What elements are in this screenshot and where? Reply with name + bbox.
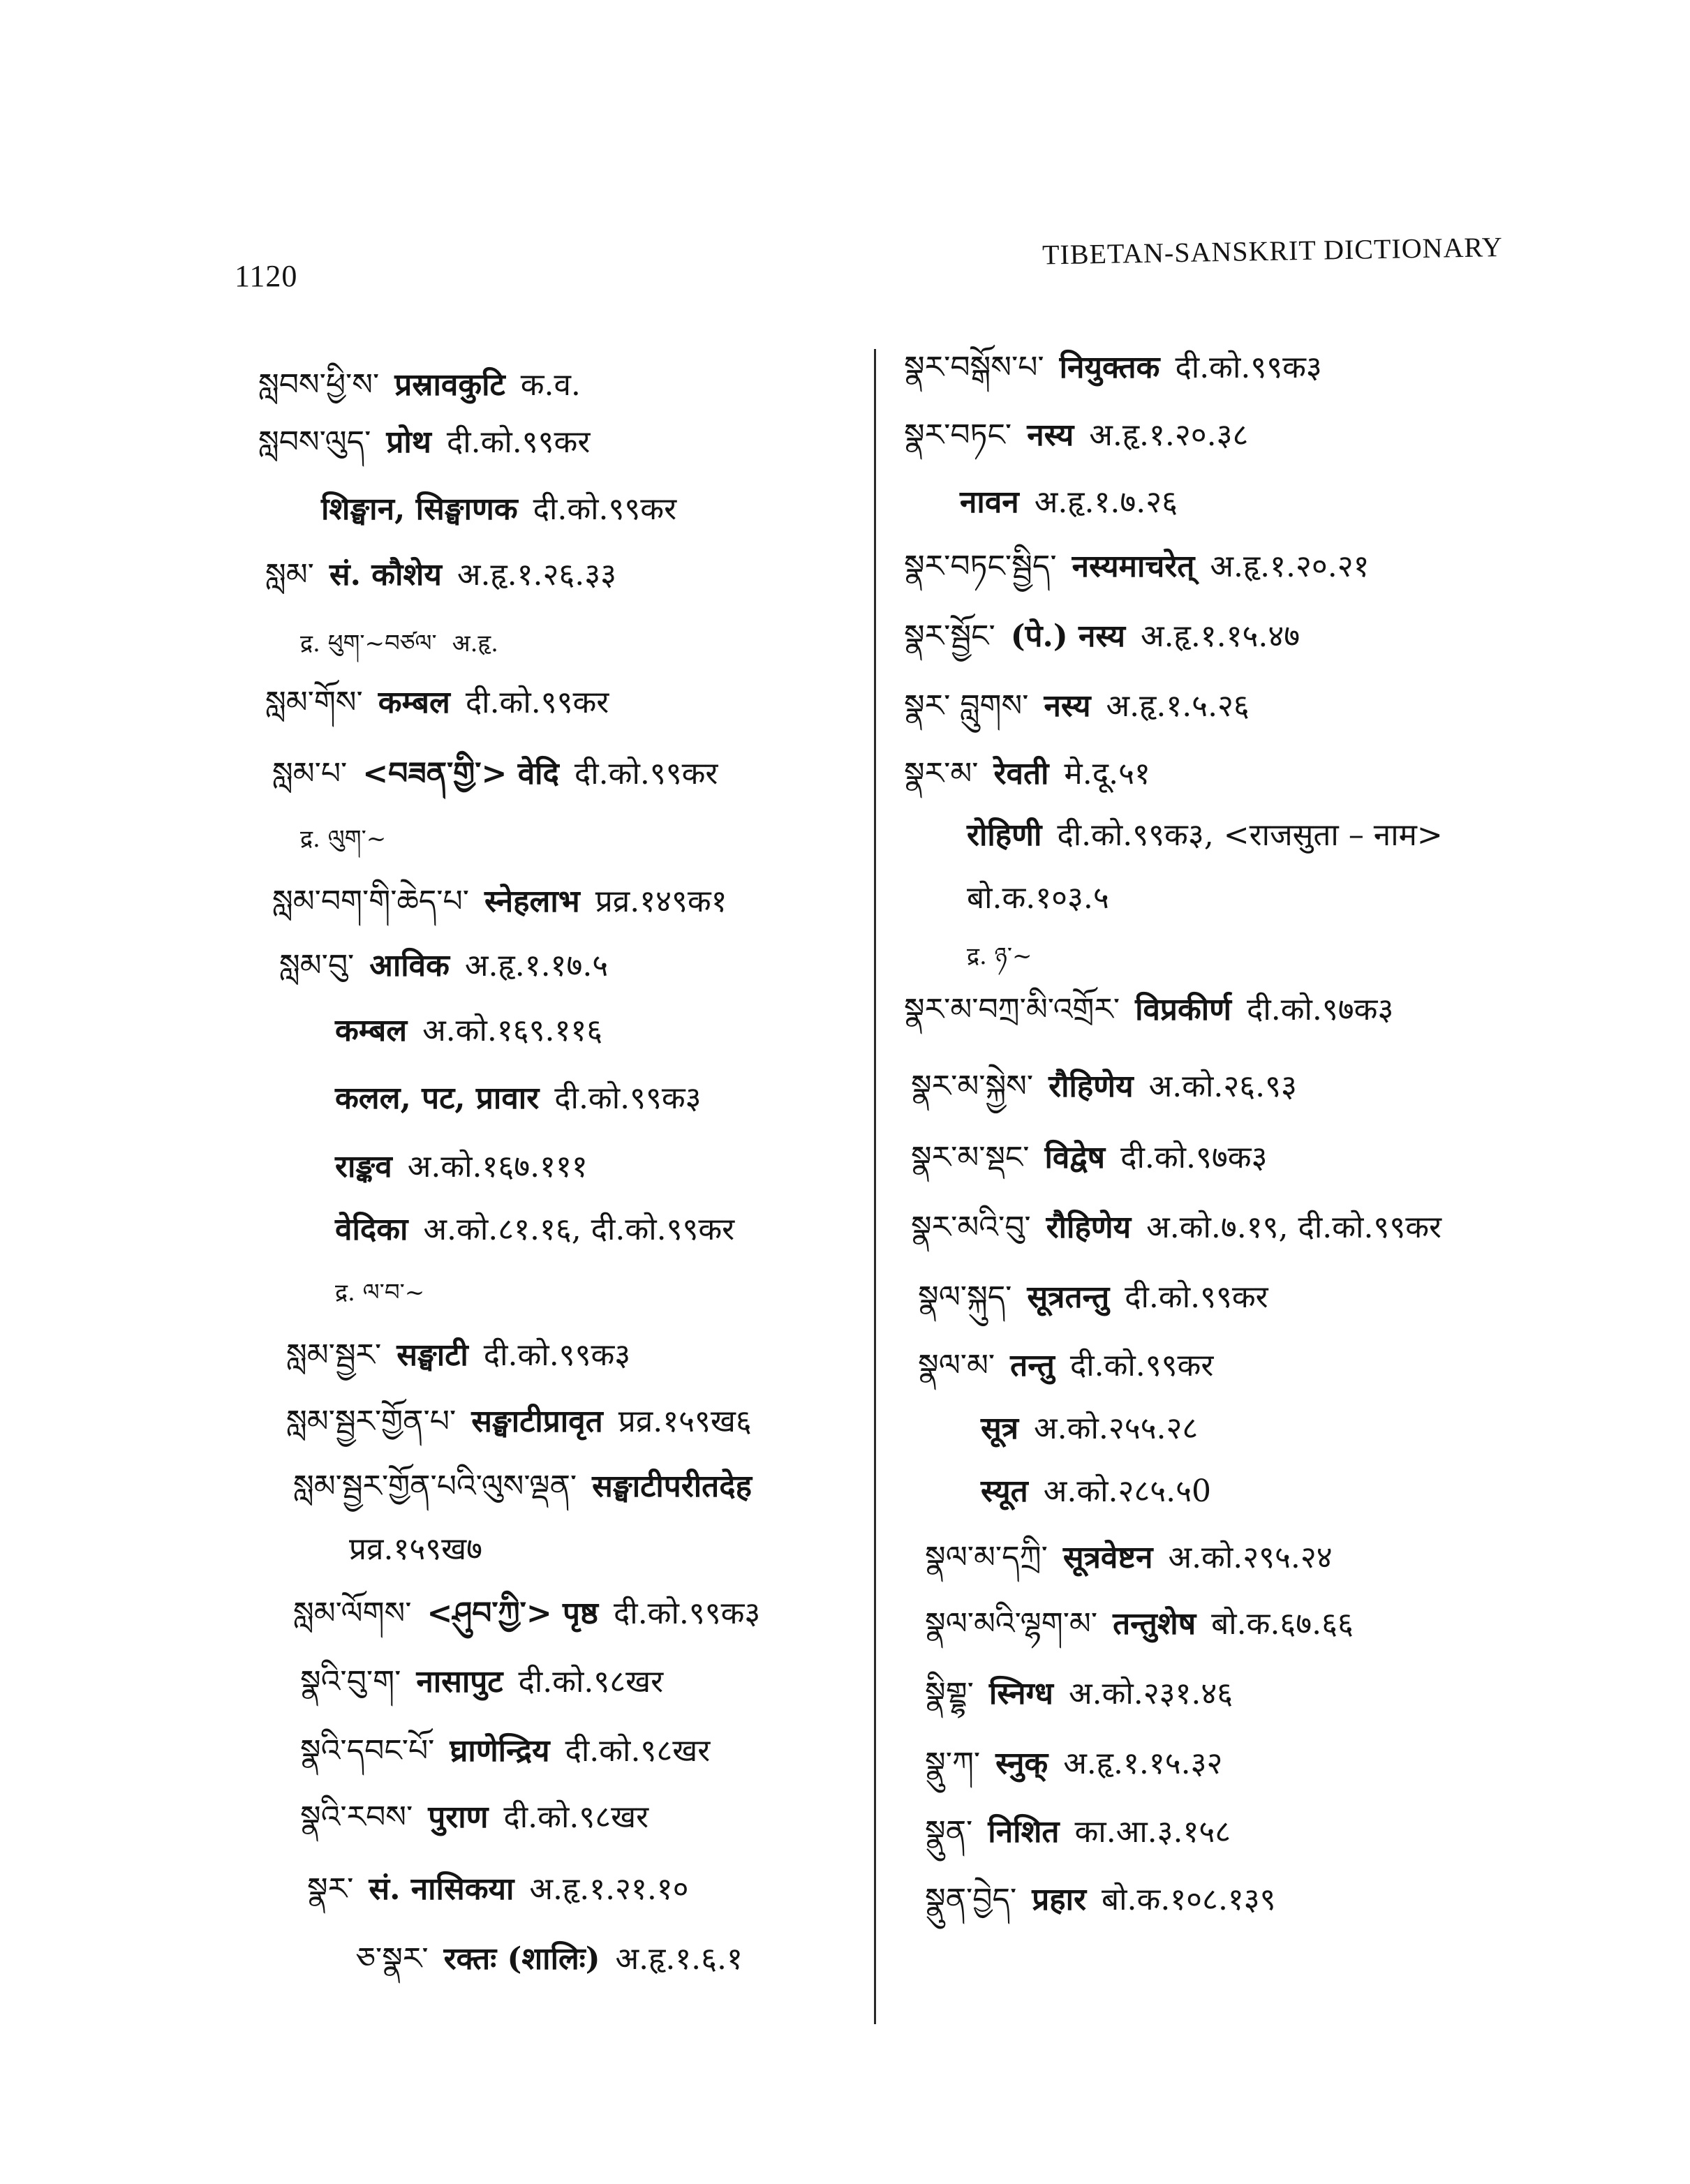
tibetan-headword: སླམ་སྦྱར་གྱོན་པ་ bbox=[286, 1404, 457, 1439]
dictionary-line bbox=[960, 484, 1193, 520]
tibetan-headword: སྣར་མ་བཀྲ་མི་འགྲོར་ bbox=[904, 992, 1120, 1027]
dictionary-line bbox=[300, 630, 514, 658]
source-reference: का.आ.३.१५८ bbox=[1074, 1814, 1231, 1850]
sanskrit-equivalent: द्र. ཕུག་~བཙལ་ bbox=[300, 630, 437, 658]
sanskrit-equivalent: सं. नासिकया bbox=[369, 1871, 514, 1907]
tibetan-headword: སྣུན་ bbox=[925, 1814, 973, 1850]
source-reference: अ.हृ.१.२०.३८ bbox=[1089, 417, 1249, 453]
tibetan-headword: སྣའི་བུ་ག་ bbox=[300, 1664, 401, 1700]
source-reference: दी.को.९९कर bbox=[574, 756, 718, 792]
tibetan-headword: སྣར་བཏང་ bbox=[904, 417, 1012, 453]
sanskrit-equivalent: सङ्घाटी bbox=[396, 1337, 468, 1373]
dictionary-line bbox=[300, 1799, 664, 1835]
sanskrit-equivalent: कलल, पट, प्रावार bbox=[335, 1080, 540, 1116]
dictionary-line bbox=[904, 756, 1166, 792]
tibetan-headword: སླམ་སྦྱར་ bbox=[286, 1337, 382, 1373]
sanskrit-equivalent: रक्तः (शालिः) bbox=[443, 1941, 600, 1977]
sanskrit-equivalent: नस्य bbox=[1027, 417, 1074, 453]
source-reference: दी.को.९८खर bbox=[503, 1799, 649, 1835]
source-reference: अ.हृ.१.२१.१० bbox=[529, 1871, 689, 1907]
dictionary-line bbox=[335, 1149, 603, 1184]
source-reference: दी.को.९९कर bbox=[446, 424, 591, 460]
source-reference: अ.को.२८५.५0 bbox=[1043, 1473, 1211, 1509]
page-number: 1120 bbox=[235, 259, 298, 293]
sanskrit-equivalent: द्र. ཉ་~ bbox=[967, 942, 1032, 970]
source-reference: बो.क.६७.६६ bbox=[1211, 1606, 1354, 1642]
dictionary-line bbox=[300, 1664, 679, 1700]
tibetan-headword: སླམ་བུ་ bbox=[279, 948, 355, 983]
dictionary-line bbox=[911, 1212, 1457, 1243]
source-reference: अ.हृ.१.२०.२१ bbox=[1210, 549, 1370, 584]
sanskrit-equivalent: नस्य bbox=[1044, 688, 1091, 724]
dictionary-line bbox=[918, 1279, 1284, 1315]
tibetan-headword: སྣལ་མ་ bbox=[918, 1348, 995, 1383]
sanskrit-equivalent: प्रोथ bbox=[386, 424, 431, 460]
source-reference: अ.हृ.१.५.२६ bbox=[1106, 688, 1250, 724]
sanskrit-equivalent: कम्बल bbox=[335, 1013, 408, 1048]
dictionary-line bbox=[286, 1337, 646, 1373]
dictionary-line bbox=[925, 1676, 1248, 1711]
sanskrit-equivalent: नियुक्तक bbox=[1059, 350, 1160, 385]
sanskrit-equivalent: सूत्रवेष्टन bbox=[1062, 1540, 1153, 1575]
tibetan-headword: སྣའི་རབས་ bbox=[300, 1799, 413, 1835]
dictionary-line bbox=[272, 756, 733, 792]
dictionary-line bbox=[258, 424, 605, 460]
dictionary-line bbox=[904, 618, 1315, 654]
sanskrit-equivalent: सूत्रतन्तु bbox=[1027, 1279, 1110, 1315]
tibetan-headword: སླམ་པ་ bbox=[272, 756, 348, 792]
sanskrit-equivalent: <ཤུབ་ཀྱི་> पृष्ठ bbox=[427, 1596, 598, 1631]
dictionary-line bbox=[286, 1406, 767, 1437]
sanskrit-equivalent: तन्तु bbox=[1010, 1348, 1055, 1383]
tibetan-headword: སླམ་ལོགས་ bbox=[293, 1596, 412, 1631]
sanskrit-equivalent: (पे.) नस्य bbox=[1010, 618, 1126, 654]
source-reference: अ.को.२५५.२८ bbox=[1034, 1411, 1199, 1446]
sanskrit-equivalent: <བཟན་གྱི་> वेदि bbox=[362, 756, 559, 792]
source-reference: अ.को.८१.१६, दी.को.९९कर bbox=[423, 1212, 735, 1247]
dictionary-line bbox=[300, 1733, 725, 1769]
sanskrit-equivalent: शिङ्घान, सिङ्घाणक bbox=[321, 491, 518, 527]
sanskrit-equivalent: नासापुट bbox=[416, 1664, 503, 1700]
sanskrit-equivalent: रौहिणेय bbox=[1048, 1069, 1134, 1104]
source-reference: दी.को.९८खर bbox=[518, 1664, 664, 1700]
dictionary-line bbox=[904, 551, 1385, 582]
tibetan-headword: སླམ་ bbox=[265, 557, 314, 593]
source-reference: अ.हृ.१.६.१ bbox=[615, 1941, 743, 1977]
tibetan-headword: སླམ་གོས་ bbox=[265, 685, 363, 720]
sanskrit-equivalent: कम्बल bbox=[378, 685, 450, 720]
dictionary-line bbox=[335, 1080, 717, 1116]
dictionary-line bbox=[911, 1140, 1282, 1175]
dictionary-line bbox=[265, 557, 632, 593]
dictionary-line bbox=[925, 1606, 1369, 1642]
sanskrit-equivalent: रौहिणेय bbox=[1046, 1210, 1132, 1245]
dictionary-line bbox=[356, 1941, 758, 1977]
tibetan-headword: སྣར་ bbox=[307, 1871, 354, 1907]
source-reference: अ.हृ.१.१७.५ bbox=[464, 948, 609, 983]
source-reference: दी.को.९८खर bbox=[565, 1733, 711, 1769]
sanskrit-equivalent: स्यूत bbox=[981, 1473, 1028, 1509]
source-reference: अ.को.२९५.२४ bbox=[1168, 1540, 1333, 1575]
sanskrit-equivalent: रेवती bbox=[993, 756, 1049, 792]
source-reference: अ.को.२६.९३ bbox=[1148, 1069, 1297, 1104]
source-reference: दी.को.९९कर bbox=[465, 685, 609, 720]
dictionary-line bbox=[904, 417, 1263, 453]
tibetan-headword: སྣའི་དབང་པོ་ bbox=[300, 1733, 435, 1769]
sanskrit-equivalent: घ्राणेन्द्रिय bbox=[450, 1733, 550, 1769]
source-reference: बो.क.१०३.५ bbox=[967, 880, 1109, 916]
sanskrit-equivalent: तन्तुशेष bbox=[1113, 1606, 1196, 1642]
dictionary-line bbox=[307, 1871, 704, 1907]
dictionary-line bbox=[911, 1071, 1312, 1102]
sanskrit-equivalent: सूत्र bbox=[981, 1411, 1019, 1446]
sanskrit-equivalent: आविक bbox=[369, 948, 450, 983]
tibetan-headword: སླབས་ལུད་ bbox=[258, 424, 371, 460]
tibetan-headword: སྣུ་ཀ་ bbox=[925, 1746, 981, 1781]
source-reference: दी.को.९७क३ bbox=[1120, 1140, 1268, 1175]
dictionary-line bbox=[925, 1540, 1348, 1575]
source-reference: अ.हृ.१.१५.४७ bbox=[1141, 618, 1300, 654]
tibetan-headword: སྣར་བཏང་སྦྱིད་ bbox=[904, 549, 1057, 584]
tibetan-headword: སླབས་ཕྱི་ས་ bbox=[258, 367, 380, 403]
source-reference: दी.को.९९कर bbox=[1069, 1348, 1214, 1383]
source-reference: दी.को.९९क३ bbox=[554, 1080, 702, 1116]
dictionary-line bbox=[904, 992, 1409, 1027]
source-reference: दी.को.९९क३ bbox=[613, 1596, 761, 1631]
sanskrit-equivalent: राङ्कव bbox=[335, 1149, 392, 1184]
source-reference: दी.को.९९कर bbox=[1125, 1279, 1268, 1315]
tibetan-headword: སྣལ་མའི་ལྷག་མ་ bbox=[925, 1606, 1098, 1642]
dictionary-line bbox=[918, 1348, 1229, 1383]
source-reference: अ.हृ.१.२६.३३ bbox=[457, 557, 617, 593]
dictionary-line bbox=[981, 1473, 1226, 1509]
sanskrit-equivalent: द्र. ལུག་~ bbox=[300, 825, 387, 853]
dictionary-line bbox=[335, 1013, 618, 1048]
sanskrit-equivalent: स्निग्ध bbox=[988, 1676, 1053, 1711]
sanskrit-equivalent: स्नेहलाभ bbox=[484, 884, 580, 919]
source-reference: क.व. bbox=[520, 367, 581, 403]
sanskrit-equivalent: सङ्घाटीप्रावृत bbox=[471, 1404, 603, 1439]
dictionary-line bbox=[967, 944, 1048, 968]
dictionary-line bbox=[293, 1598, 776, 1629]
column-divider bbox=[874, 349, 876, 2024]
tibetan-headword: སྣར་མ་སྡང་ bbox=[911, 1140, 1030, 1175]
sanskrit-equivalent: वेदिका bbox=[335, 1212, 408, 1247]
sanskrit-equivalent: प्रस्रावकुटि bbox=[394, 367, 505, 403]
sanskrit-equivalent: विद्वेष bbox=[1044, 1140, 1106, 1175]
sanskrit-equivalent: पुराण bbox=[428, 1799, 489, 1835]
dictionary-line bbox=[272, 886, 743, 917]
dictionary-line bbox=[925, 1748, 1238, 1779]
dictionary-line bbox=[925, 1814, 1246, 1850]
tibetan-headword: སྣར་མ་ bbox=[904, 756, 979, 792]
sanskrit-equivalent: नस्यमाचरेत् bbox=[1072, 549, 1195, 584]
sanskrit-equivalent: द्र. ལ་བ་~ bbox=[335, 1279, 425, 1307]
dictionary-line bbox=[967, 817, 1458, 853]
tibetan-headword: སྣལ་སྐུད་ bbox=[918, 1279, 1012, 1315]
source-reference: बो.क.१०८.१३९ bbox=[1102, 1882, 1276, 1917]
source-reference: दी.को.९९क३ bbox=[483, 1337, 631, 1373]
dictionary-line bbox=[335, 1214, 750, 1245]
tibetan-headword: སྣར་མའི་བུ་ bbox=[911, 1210, 1031, 1245]
tibetan-headword: སྣར་མ་སྐྱེས་ bbox=[911, 1069, 1034, 1104]
dictionary-line bbox=[258, 367, 596, 403]
tibetan-headword: སྣལ་མ་དཀྲི་ bbox=[925, 1540, 1048, 1575]
sanskrit-equivalent: नावन bbox=[960, 484, 1019, 520]
dictionary-line bbox=[904, 352, 1337, 383]
source-reference: अ.को.७.१९, दी.को.९९कर bbox=[1146, 1210, 1441, 1245]
dictionary-line bbox=[265, 685, 624, 720]
source-reference: अ.हृ.१.७.२६ bbox=[1034, 484, 1178, 520]
source-reference: अ.को.२३१.४६ bbox=[1068, 1676, 1233, 1711]
dictionary-line bbox=[279, 948, 623, 983]
sanskrit-equivalent: सं. कौशेय bbox=[329, 557, 442, 593]
sanskrit-equivalent: स्नुक् bbox=[995, 1746, 1048, 1781]
dictionary-line bbox=[967, 880, 1125, 916]
running-head: TIBETAN-SANSKRIT DICTIONARY bbox=[1042, 231, 1504, 271]
source-reference: दी.को.९७क३ bbox=[1246, 992, 1394, 1027]
tibetan-headword: སྣར་ བླུགས་ bbox=[904, 688, 1029, 724]
dictionary-line bbox=[904, 688, 1265, 724]
source-reference: प्रव्र.१५९ख६ bbox=[618, 1404, 752, 1439]
dictionary-line bbox=[349, 1531, 498, 1567]
source-reference: दी.को.९९क३, <राजसुता – नाम> bbox=[1057, 817, 1443, 853]
source-reference: अ.को.१६९.११६ bbox=[422, 1013, 603, 1048]
sanskrit-equivalent: प्रहार bbox=[1032, 1882, 1087, 1917]
tibetan-headword: སླམ་བག་གི་ཆེད་པ་ bbox=[272, 884, 469, 919]
dictionary-line bbox=[321, 491, 692, 527]
source-reference: अ.को.१६७.१११ bbox=[407, 1149, 588, 1184]
source-reference: दी.को.९९कर bbox=[533, 491, 677, 527]
tibetan-headword: སྣུན་བྱེད་ bbox=[925, 1882, 1017, 1917]
source-reference: प्रव्र.१५९ख७ bbox=[349, 1531, 482, 1567]
source-reference: अ.हृ.१.१५.३२ bbox=[1063, 1746, 1223, 1781]
source-reference: प्रव्र.१४९क१ bbox=[595, 884, 727, 919]
source-reference: अ.हृ. bbox=[452, 630, 498, 658]
sanskrit-equivalent: विप्रकीर्ण bbox=[1135, 992, 1231, 1027]
tibetan-headword: སླམ་སྦྱར་གྱོན་པའི་ལུས་ལྡན་ bbox=[293, 1469, 577, 1504]
tibetan-headword: ཅ་སྣར་ bbox=[356, 1941, 429, 1977]
tibetan-headword: སྣིགྡྷ་ bbox=[925, 1676, 974, 1711]
sanskrit-equivalent: सङ्घाटीपरीतदेह bbox=[592, 1469, 752, 1504]
dictionary-line bbox=[925, 1882, 1291, 1917]
dictionary-line bbox=[335, 1281, 440, 1305]
dictionary-line bbox=[293, 1471, 767, 1502]
sanskrit-equivalent: निशित bbox=[988, 1814, 1060, 1850]
dictionary-line bbox=[300, 827, 401, 851]
source-reference: मे.दू.५१ bbox=[1064, 756, 1150, 792]
source-reference: दी.को.९९क३ bbox=[1175, 350, 1322, 385]
sanskrit-equivalent: रोहिणी bbox=[967, 817, 1042, 853]
tibetan-headword: སྣར་སྦྱོང་ bbox=[904, 618, 995, 654]
dictionary-line bbox=[981, 1413, 1213, 1444]
tibetan-headword: སྣར་བསྒོས་པ་ bbox=[904, 350, 1044, 385]
